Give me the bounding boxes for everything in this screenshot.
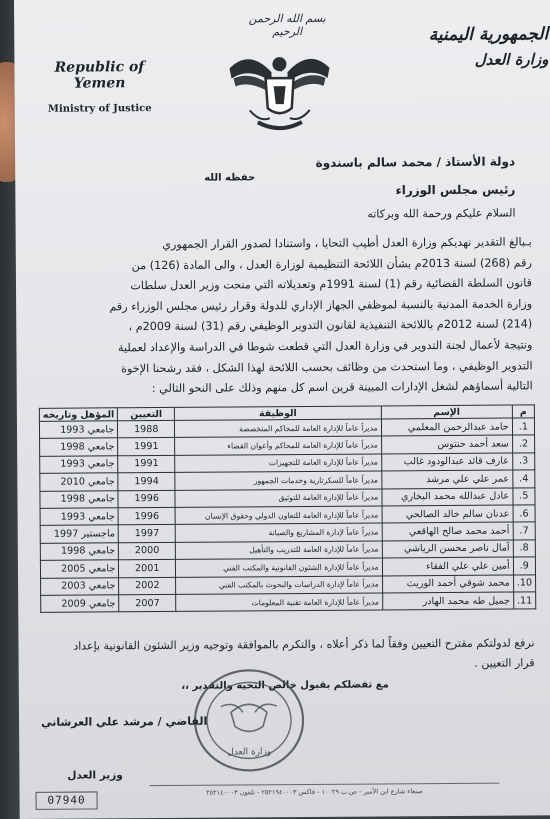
cell-num: 2. [512,435,534,453]
body-line: رقم (268) لسنة 2013م بشأن اللائحة التنظيمية لوزارة العدل ، والى المادة (126) من [131,255,532,272]
cell-num: 8. [513,540,535,558]
eagle-emblem-icon [219,38,340,139]
cell-num: 6. [513,505,535,523]
cell-qual: جامعي 1993 [40,456,118,474]
cell-qual: جامعي 1998 [40,438,118,456]
cell-role: مديراً عاماً لإدارة المشاريع والصيانة [175,523,382,542]
body-line: وزارة الخدمة المدنية بالنسبة لموظفي الجهاز الإداري للدولة وقرار رئيس مجلس الوزراء رقم [109,297,533,314]
cell-year: 1996 [118,490,175,508]
cell-year: 1996 [118,507,175,525]
closing-paragraph: نرفع لدولتكم مقترح التعيين وفقاً لما ذكر أعلاه ، والتكرم بالموافقة وتوجيه وزير الشئون القانونية بإعداد قرار التعيين . [73,636,535,670]
cell-name: سعد أحمد حنتوس [381,435,512,453]
ar-country: الجمهورية اليمنية [428,24,549,46]
en-country: Republic of Yemen [54,59,145,92]
cell-name: جميل طه محمد الهادر [382,592,513,610]
basmala: بسم الله الرحمن الرحيم [248,11,326,39]
body-line: قانون السلطة القضائية رقم (1) لسنة 1991م وتعديلاته التي منحت وزير العدل سلطات [130,276,533,293]
cell-name: عارف قائد عبدالودود غالب [381,453,512,471]
ar-ministry: وزارة العدل [474,50,549,69]
closing-thanks: مع تفضلكم بقبول خالص التحية والتقدير ،، [181,679,389,692]
body-line: ونتيجة لأعمال لجنة التدوير في وزارة العدل التي قطعت شوطا في الدراسة والإعداد لعملية [117,338,533,355]
reference-number: 07940 [36,791,98,809]
cell-num: 5. [513,487,535,505]
arabic-letterhead [398,24,548,69]
cell-role: مديراً عاماً للإدارة العامة للمحاكم وأعوان القضاء [175,436,382,455]
cell-year: 1994 [118,473,175,491]
cell-role: مديراً عاماً للإدارة العامة للتعاون الدولي وحقوق الإنسان [175,506,382,525]
cell-year: 2001 [119,560,176,578]
cell-name: أحمد محمد صالح الهاقعي [382,522,513,540]
footer-address: صنعاء شارع ابن الأمير - ص.ب ١٠٠٢٩ - فاكس ٢٥٢١٩٤٠٠٠٣ - تلفون ٢٥٢١٤٠٠٠٣ [206,787,423,797]
addressee-title: رئيس مجلس الوزراء [395,182,516,198]
col-qual: المؤهل وتاريخه [39,408,117,422]
cell-name: آمال ناصر محسن الرياشي [382,540,513,558]
body-line: التدوير الوظيفي ، وما استحدث من وظائف بحسب اللائحة لهذا الشكل ، فقد رشحنا الإخوة [121,358,533,375]
col-year: التعيين [118,407,175,420]
table-row [41,592,536,613]
col-role: الوظيفة [175,406,382,420]
seal-text: وزارة العدل [227,747,272,758]
addressee-line: دولة الأستاذ / محمد سالم باسندوة [315,154,516,170]
en-ministry: Ministry of Justice [47,103,152,115]
english-letterhead [34,59,164,115]
cell-num: 9. [513,557,535,575]
letter-body [52,232,533,400]
cell-qual: جامعي 1993 [40,508,118,526]
cell-role: مديراً عاماً للإدارة العامة تقنية المعلومات [176,593,383,612]
cell-year: 1991 [118,455,175,473]
cell-qual: جامعي 2010 [40,473,118,491]
cell-num: 1. [512,418,534,436]
body-line: بـبالغ التقدير نهديكم وزارة العدل أطيب التحايا ، واستنادا لصدور القرار الجمهوري [162,235,532,251]
cell-name: عمر علي علي مرشد [382,470,513,488]
cell-qual: جامعي 1998 [40,490,118,508]
cell-num: 3. [512,453,534,471]
col-num: م [512,405,534,418]
cell-qual: ماجستير 1997 [40,525,118,543]
cell-name: عدنان سالم خالد الصالحي [382,505,513,523]
cell-name: أمين علي علي الفقاء [382,557,513,575]
document-page [14,0,550,819]
cell-qual: جامعي 1993 [39,421,117,439]
cell-year: 1991 [118,438,175,456]
cell-name: حامد عبدالرحمن المعلمي [381,418,512,436]
cell-role: مديراً عاماً للسكرتارية وخدمات الجمهور [175,471,382,490]
cell-role: مديراً عاماً للإدارة العامة للتدريب والتأهيل [176,541,383,560]
cell-qual: جامعي 1998 [40,543,118,561]
cell-num: 4. [513,470,535,488]
cell-name: محمد شوقي أحمد الوريث [382,575,513,593]
appointments-table [39,404,536,613]
cell-year: 2000 [119,542,176,560]
cell-year: 1997 [118,525,175,543]
cell-qual: جامعي 2005 [40,560,118,578]
cell-role: مديراً عاماً للإدارة العامة للمحاكم المتخصصة [175,419,382,438]
cell-year: 1988 [118,420,175,438]
greeting: السلام عليكم ورحمة الله وبركاته [367,206,516,221]
cell-num: 7. [513,522,535,540]
cell-role: مديراً عاماً للإدارة العامة للتجهيزات [175,454,382,473]
official-seal-icon [191,666,308,775]
honorific: حفظه الله [204,172,256,184]
signatory-name: القاضي / مرشد علي العرشاني [40,714,208,729]
body-line: التالية أسماؤهم لشغل الإدارات المبينة قرين اسم كل منهم وذلك على النحو التالي : [151,379,533,396]
cell-qual: جامعي 2009 [41,595,119,613]
cell-qual: جامعي 2003 [41,577,119,595]
cell-num: 11. [513,592,535,610]
cell-role: مديراً عاماً لإدارة الدراسات والبحوث بالمكتب الفني [176,575,383,594]
footer-divider [149,783,499,786]
cell-name: عادل عبدالله محمد البخاري [382,488,513,506]
col-name: الإسم [381,405,512,419]
signatory-title: وزير العدل [67,769,123,782]
cell-role: مديراً عاماً للإدارة العامة للتوثيق [175,489,382,508]
cell-role: مديراً عاماً للإدارة الشئون القانونية والمكتب الفني [176,558,383,577]
cell-year: 2007 [119,594,176,612]
cell-year: 2002 [119,577,176,595]
body-line: (214) لسنة 2012م باللائحة التنفيذية لقانون التدوير الوظيفي رقم (31) لسنة 2009م ، [128,317,533,334]
cell-num: 10. [513,574,535,592]
